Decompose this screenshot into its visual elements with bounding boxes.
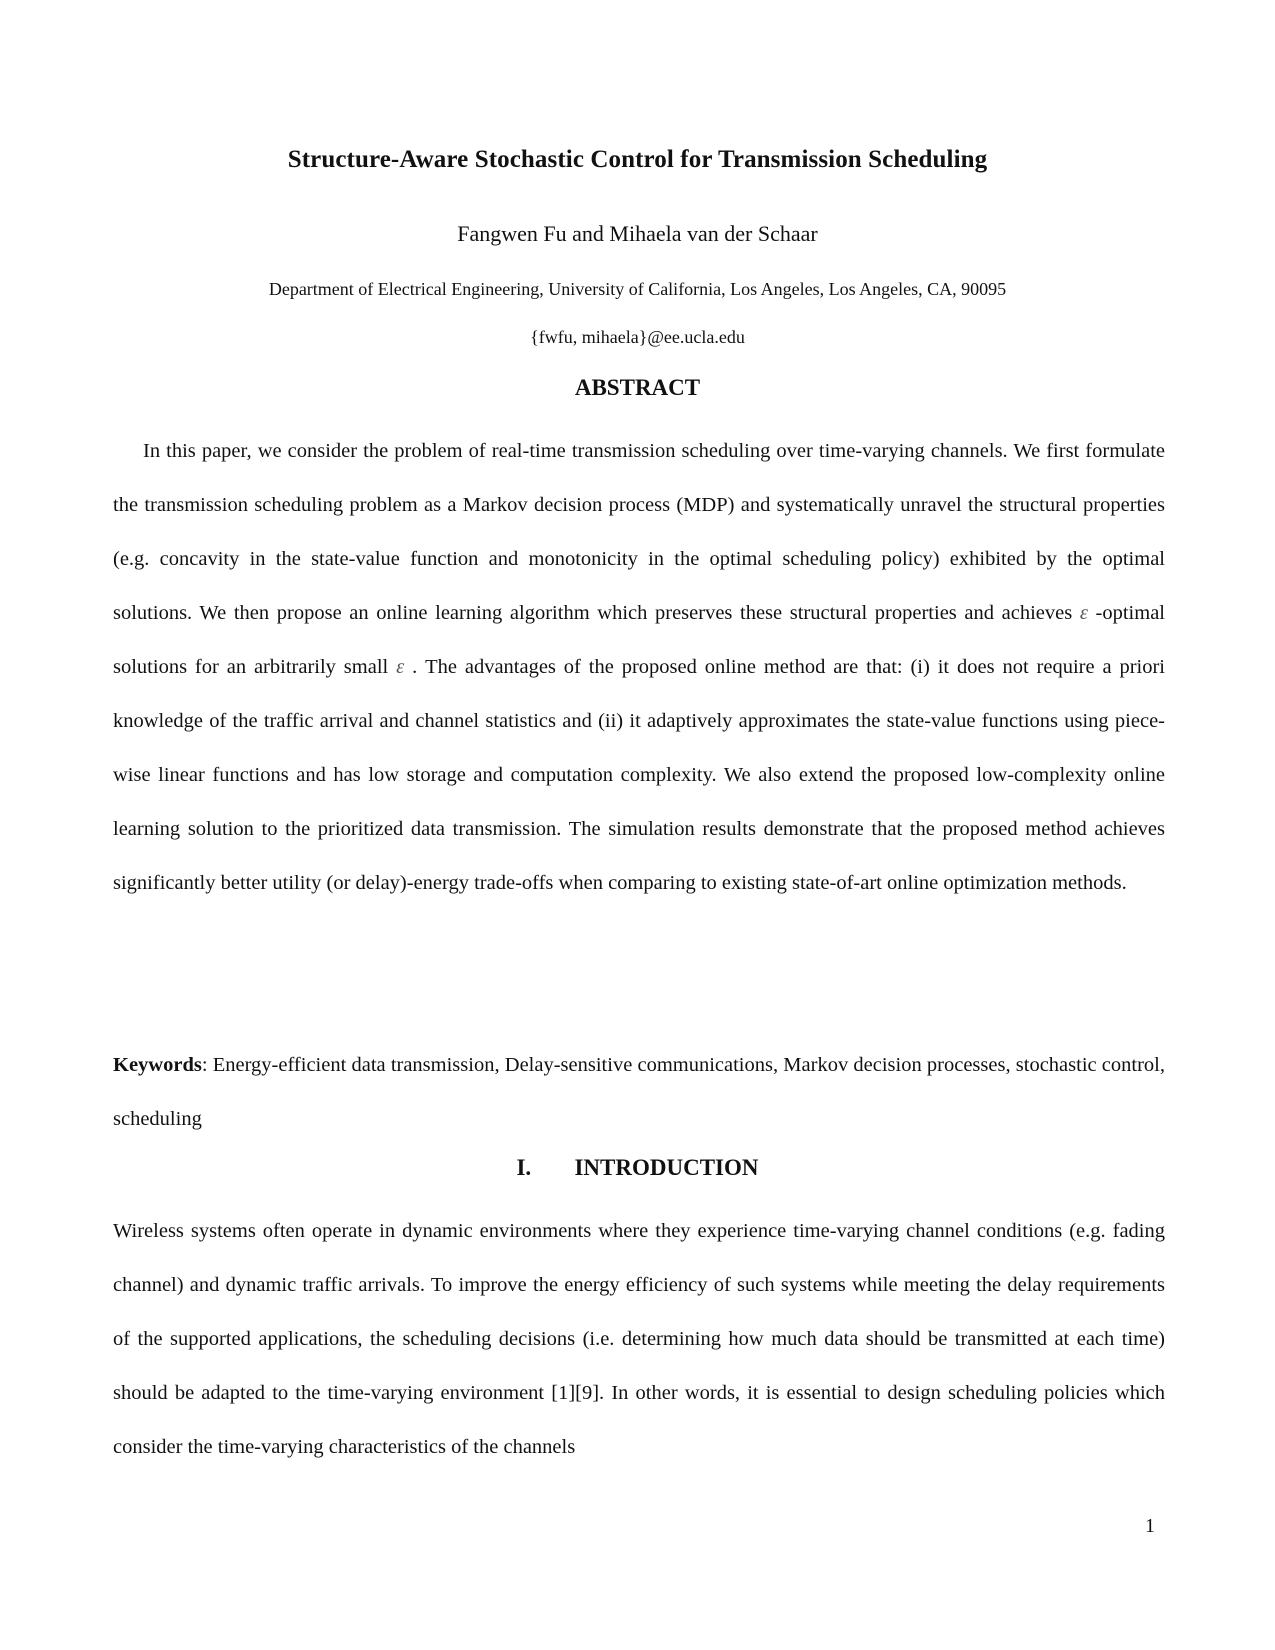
- section-heading-introduction: [0, 1155, 1275, 1181]
- author-email: {fwfu, mihaela}@ee.ucla.edu: [530, 327, 745, 347]
- keywords-label: Keywords: [113, 1054, 202, 1076]
- page-number: 1: [1145, 1515, 1155, 1537]
- paper-authors: Fangwen Fu and Mihaela van der Schaar: [457, 221, 818, 246]
- abstract-text-part-a: In this paper, we consider the problem of real-time transmission scheduling over time-varying channels. We first formulate the transmission scheduling problem as a Markov decision process (MDP) and systematically unravel the structural properties (e.g. concavity in the state-value function and monotonicity in the optimal scheduling policy) exhibited by the optimal solutions. We then propose an online learning algorithm which preserves these structural properties and achieves: [113, 440, 1165, 624]
- keywords-paragraph: [113, 1038, 1165, 1146]
- section-title: INTRODUCTION: [574, 1155, 759, 1180]
- abstract-text-part-c: . The advantages of the proposed online method are that: (i) it does not require a priori knowledge of the traffic arrival and channel statistics and (ii) it adaptively approximates the state-value functions using piece-wise linear functions and has low storage and computation complexity. We also extend the proposed low-complexity online learning solution to the prioritized data transmission. The simulation results demonstrate that the proposed method achieves significantly better utility (or delay)-energy trade-offs when comparing to existing state-of-art online optimization methods.: [113, 656, 1165, 894]
- abstract-body: [113, 424, 1165, 910]
- author-affiliation: Department of Electrical Engineering, University of California, Los Angeles, Los Angeles, CA, 90095: [268, 279, 1007, 299]
- epsilon-symbol: ε: [1079, 602, 1088, 624]
- epsilon-symbol: ε: [396, 656, 405, 678]
- keywords-text: : Energy-efficient data transmission, Delay-sensitive communications, Markov decision processes, stochastic control, scheduling: [113, 1054, 1165, 1130]
- section-number: I.: [516, 1155, 532, 1180]
- abstract-text-part-b: -optimal solutions for an arbitrarily small: [113, 602, 1165, 678]
- introduction-body: Wireless systems often operate in dynamic environments where they experience time-varying channel conditions (e.g. fading channel) and dynamic traffic arrivals. To improve the energy efficiency of such systems while meeting the delay requirements of the supported applications, the scheduling decisions (i.e. determining how much data should be transmitted at each time) should be adapted to the time-varying environment [1][9]. In other words, it is essential to design scheduling policies which consider the time-varying characteristics of the channels: [113, 1220, 1165, 1458]
- abstract-heading: ABSTRACT: [574, 375, 701, 400]
- paper-title: Structure-Aware Stochastic Control for Transmission Scheduling: [287, 146, 988, 173]
